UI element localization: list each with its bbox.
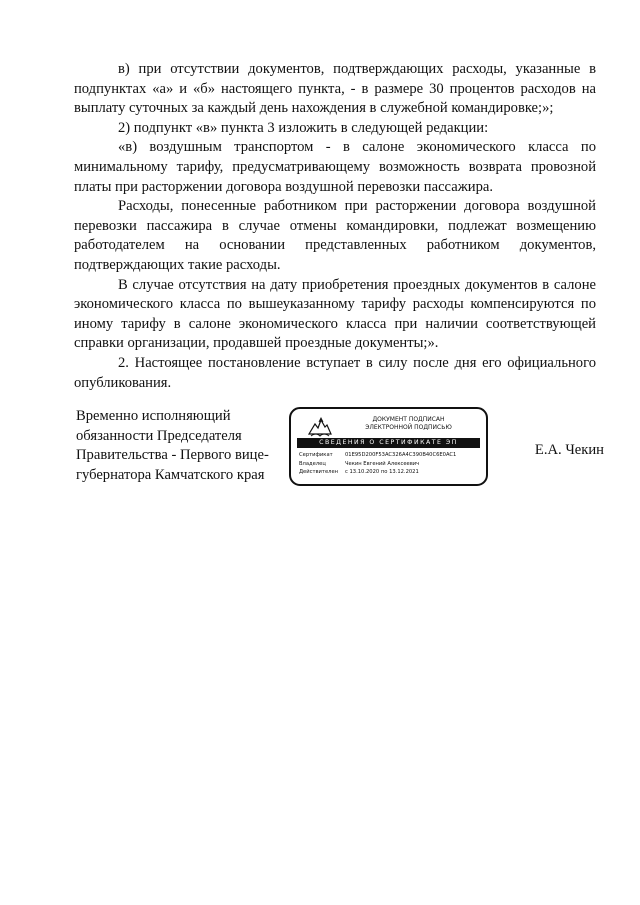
stamp-row [299,460,484,469]
signer-position-line: Временно исполняющий [76,408,231,424]
document-body [74,60,596,393]
stamp-row-value: 01E95D200F53AC326A4C390B40C6E0AC1 [345,452,457,458]
stamp-certificate-details [299,451,484,477]
paragraph: 2) подпункт «в» пункта 3 изложить в следующей редакции: [118,119,489,136]
signature-block [74,407,604,502]
stamp-title-line: ДОКУМЕНТ ПОДПИСАН [372,416,445,423]
stamp-certificate-bar: СВЕДЕНИЯ О СЕРТИФИКАТЕ ЭП [297,438,480,448]
stamp-row-label: Действителен [299,469,339,475]
stamp-row [299,468,484,477]
signer-name: Е.А. Чекин [534,442,604,458]
stamp-row-label: Сертификат [299,452,333,458]
paragraph: Расходы, понесенные работником при расторжении договора воздушной перевозки пассажира в случае отмены командировки, подлежат возмещению работодателем на основании представленных работником документов, подтверждающих такие расходы. [74,198,596,273]
stamp-title [337,416,480,432]
signer-position-line: Правительства - Первого вице- [76,447,269,464]
paragraph: в) при отсутствии документов, подтверждающих расходы, указанные в подпунктах «а» и «б» настоящего пункта, - в размере 30 процентов расходов на выплату суточных за каждый день нахождения в служебной командировке;»; [74,61,596,117]
electronic-signature-stamp [289,407,488,486]
stamp-title-line: ЭЛЕКТРОННОЙ ПОДПИСЬЮ [365,424,452,431]
paragraph: В случае отсутствия на дату приобретения проездных документов в салоне экономического класса по вышеуказанному тарифу расходы компенсируются по иному тарифу в салоне экономического класса при наличии соответствующей справки организации, продавшей проездные документы;». [74,276,596,352]
stamp-row-value: с 13.10.2020 по 13.12.2021 [345,469,419,475]
paragraph: «в) воздушным транспортом - в салоне экономического класса по минимальному тарифу, предусматривающему возможность возврата провозной платы при расторжении договора воздушной перевозки пассажира. [74,139,596,195]
paragraph: 2. Настоящее постановление вступает в силу после дня его официального опубликования. [74,354,596,391]
stamp-row-value: Чекин Евгений Алексеевич [345,460,420,467]
signer-position [76,407,286,485]
stamp-row-label: Владелец [299,460,326,467]
stamp-row [299,451,484,460]
signer-position-line: губернатора Камчатского края [76,466,265,483]
signer-position-line: обязанности Председателя [76,427,242,444]
